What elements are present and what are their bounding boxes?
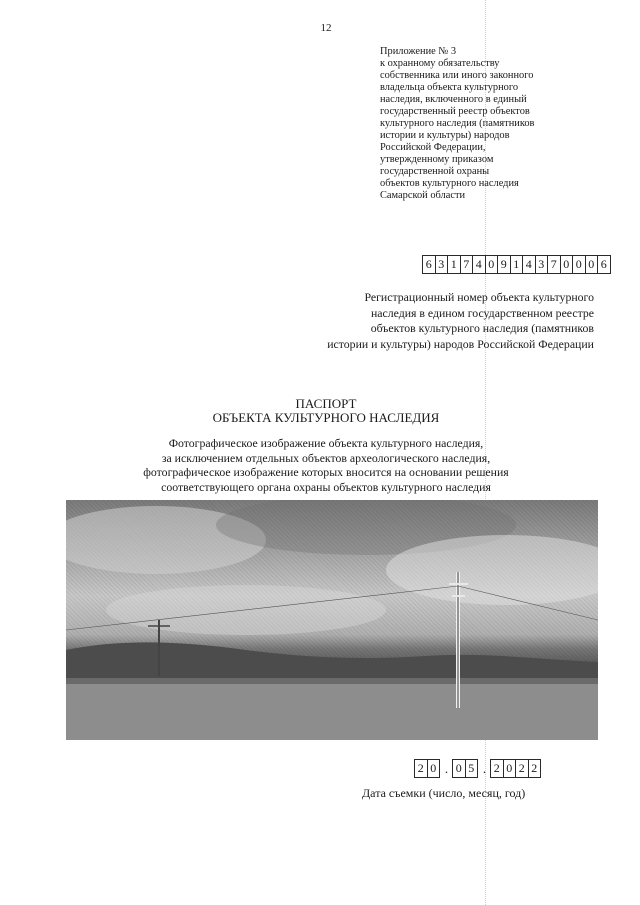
photo-caption-line: Фотографическое изображение объекта культурного наследия, — [168, 436, 484, 450]
appendix-line: Российской Федерации, — [380, 142, 486, 153]
date-month-cell: 5 — [465, 759, 479, 778]
shooting-date-cells — [415, 759, 541, 778]
registration-caption-line: объектов культурного наследия (памятников — [370, 321, 594, 335]
date-year-cell: 0 — [503, 759, 517, 778]
appendix-line: государственной охраны — [380, 166, 490, 177]
distant-hills — [66, 642, 598, 678]
appendix-line: государственный реестр объектов — [380, 106, 530, 117]
reg-digit-cell: 3 — [535, 255, 549, 274]
registration-caption — [290, 290, 594, 352]
reg-digit-cell: 3 — [435, 255, 449, 274]
reg-digit-cell: 6 — [422, 255, 436, 274]
reg-digit-cell: 4 — [472, 255, 486, 274]
date-day-cell: 0 — [427, 759, 441, 778]
reg-digit-cell: 0 — [560, 255, 574, 274]
reg-digit-cell: 1 — [510, 255, 524, 274]
registration-caption-line: Регистрационный номер объекта культурного — [364, 290, 594, 304]
date-year-cell: 2 — [490, 759, 504, 778]
registration-caption-line: наследия в едином государственном реестре — [370, 305, 594, 320]
landscape-photo-drawing — [66, 500, 598, 740]
registration-number-cells — [423, 255, 611, 274]
appendix-line: владельца объекта культурного — [380, 82, 519, 93]
appendix-line: истории и культуры) народов — [380, 130, 510, 141]
photo-caption-line: соответствующего органа охраны объектов культурного наследия — [161, 479, 491, 494]
reg-digit-cell: 0 — [485, 255, 499, 274]
date-month-cell: 0 — [452, 759, 466, 778]
appendix-line: объектов культурного наследия — [380, 178, 519, 189]
reg-digit-cell: 9 — [497, 255, 511, 274]
date-year-cell: 2 — [528, 759, 542, 778]
appendix-line: утвержденному приказом — [380, 154, 494, 165]
reg-digit-cell: 4 — [522, 255, 536, 274]
reg-digit-cell: 0 — [572, 255, 586, 274]
field-ground — [66, 678, 598, 740]
photo-caption-line: за исключением отдельных объектов археологического наследия, — [161, 450, 491, 465]
date-day-cell: 2 — [414, 759, 428, 778]
registration-caption-line: истории и культуры) народов Российской Федерации — [327, 336, 594, 351]
field-edge — [66, 678, 598, 684]
appendix-line: к охранному обязательству — [380, 58, 500, 69]
date-separator: . — [482, 761, 487, 776]
appendix-line: Приложение № 3 — [380, 46, 457, 57]
reg-digit-cell: 7 — [460, 255, 474, 274]
reg-digit-cell: 6 — [597, 255, 611, 274]
appendix-line: наследия, включенного в единый — [380, 94, 527, 105]
passport-title: ПАСПОРТ — [295, 396, 357, 411]
appendix-heading — [380, 46, 620, 202]
appendix-line: собственника или иного законного — [380, 70, 534, 81]
appendix-line: культурного наследия (памятников — [380, 118, 535, 129]
reg-digit-cell: 0 — [585, 255, 599, 274]
landscape-photo — [66, 500, 598, 740]
page-number: 12 — [320, 22, 332, 34]
photo-caption — [0, 436, 640, 494]
date-year-cell: 2 — [515, 759, 529, 778]
shooting-date-caption: Дата съемки (число, месяц, год) — [362, 786, 526, 800]
photo-caption-line: фотографическое изображение которых вносится на основании решения — [143, 465, 509, 480]
appendix-line: Самарской области — [380, 190, 466, 201]
reg-digit-cell: 1 — [447, 255, 461, 274]
date-separator: . — [444, 761, 449, 776]
reg-digit-cell: 7 — [547, 255, 561, 274]
passport-subtitle: ОБЪЕКТА КУЛЬТУРНОГО НАСЛЕДИЯ — [212, 410, 440, 425]
